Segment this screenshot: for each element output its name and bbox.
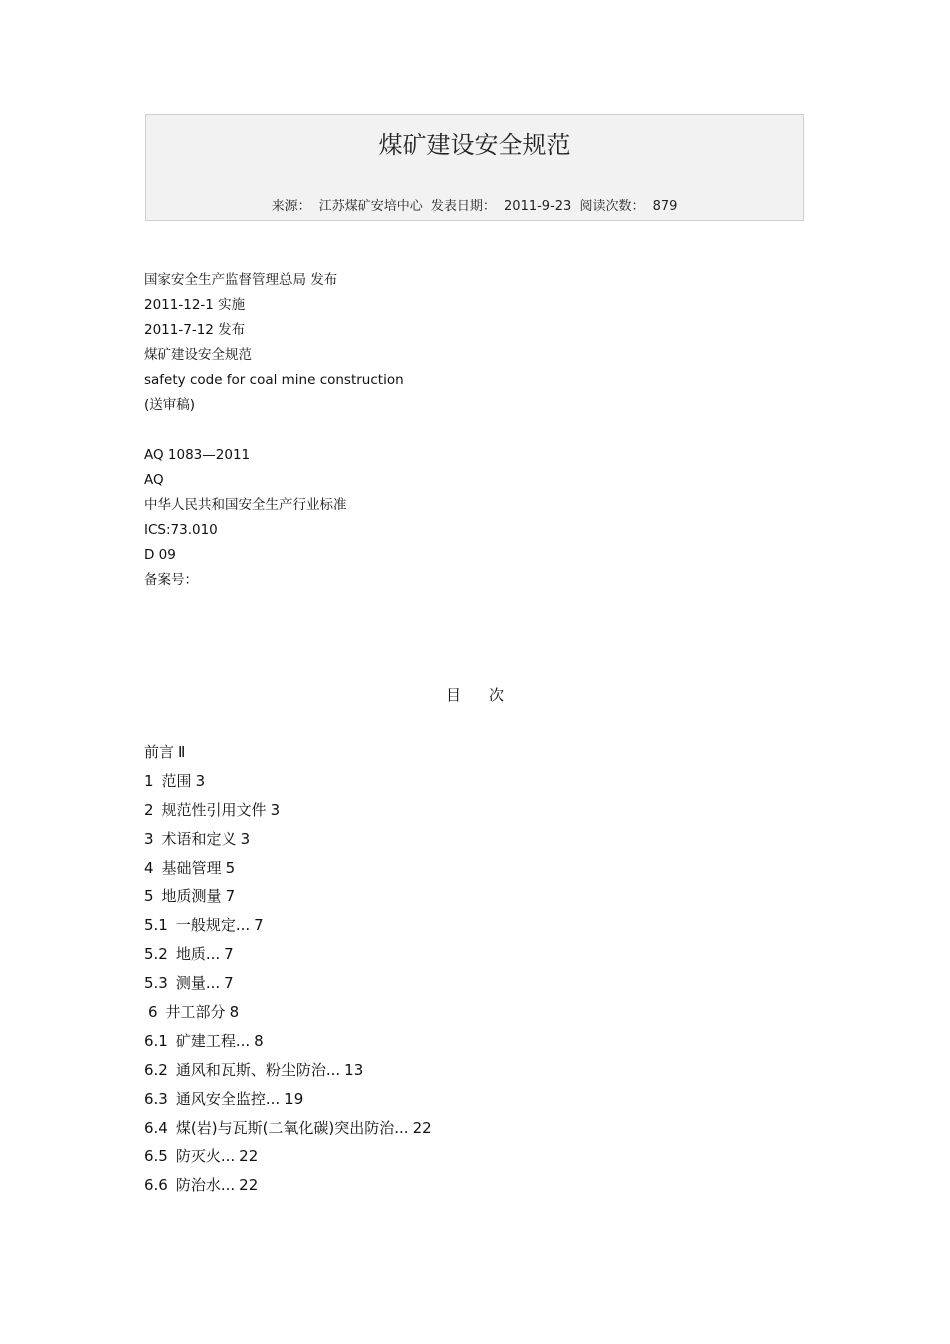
toc-item[interactable]	[144, 770, 432, 799]
toc-item-page: 22	[239, 1176, 259, 1195]
toc-item-number: 6	[148, 1003, 158, 1022]
toc-item[interactable]	[144, 1174, 432, 1203]
info-line: (送审稿)	[144, 397, 196, 413]
toc-item-page: 7	[224, 945, 234, 964]
toc-item-page: 5	[225, 858, 236, 877]
toc-item-number: 6.1	[144, 1031, 168, 1050]
date-label: 发表日期：	[430, 199, 496, 214]
toc-item[interactable]	[144, 885, 432, 914]
toc-item-title: 一般规定...	[175, 916, 251, 935]
toc-item[interactable]	[144, 1030, 432, 1059]
toc-item-page: 7	[225, 887, 236, 906]
toc-item-number: 3	[144, 829, 154, 848]
toc-item-title: 通风和瓦斯、粉尘防治...	[175, 1060, 341, 1079]
toc-item-title: 范围	[161, 771, 192, 790]
toc-item-title: 井工部分	[165, 1003, 226, 1022]
toc-item-title: 防治水...	[175, 1176, 236, 1195]
table-of-contents	[144, 741, 432, 1203]
toc-item[interactable]	[144, 799, 432, 828]
toc-item-number: 5.2	[144, 945, 168, 964]
toc-item[interactable]	[144, 857, 432, 886]
toc-item[interactable]	[144, 914, 432, 943]
toc-item-number: 6.5	[144, 1147, 168, 1166]
toc-item-number: 5.3	[144, 974, 168, 993]
toc-item-page: 7	[254, 916, 264, 935]
toc-item[interactable]	[144, 741, 432, 770]
info-line: AQ 1083—2011	[144, 447, 251, 463]
toc-item[interactable]	[144, 943, 432, 972]
toc-item-title: 前言	[144, 743, 175, 761]
article-meta	[146, 195, 803, 214]
toc-item[interactable]	[144, 1117, 432, 1146]
toc-item-number: 6.6	[144, 1176, 168, 1195]
toc-item-title: 测量...	[175, 974, 221, 993]
date-value: 2011-9-23	[504, 199, 572, 214]
toc-item-title: 地质...	[175, 945, 221, 964]
toc-heading: 目次	[445, 686, 532, 704]
toc-item-title: 通风安全监控...	[175, 1089, 281, 1108]
views-label: 阅读次数：	[579, 199, 645, 214]
info-line: 备案号：	[144, 572, 198, 588]
toc-item[interactable]	[144, 828, 432, 857]
views-value: 879	[652, 199, 678, 214]
toc-item-number: 6.3	[144, 1089, 168, 1108]
toc-item[interactable]	[144, 1059, 432, 1088]
toc-item-number: 1	[144, 771, 154, 790]
toc-item-page: 22	[412, 1118, 432, 1137]
source-value: 江苏煤矿安培中心	[318, 199, 423, 214]
toc-item-page: 8	[229, 1003, 240, 1022]
info-line: 中华人民共和国安全生产行业标准	[144, 497, 347, 513]
toc-item-title: 矿建工程...	[175, 1031, 251, 1050]
info-line: ICS:73.010	[144, 522, 218, 538]
toc-item-page: 8	[254, 1031, 264, 1050]
info-line: AQ	[144, 472, 164, 488]
article-header	[145, 114, 804, 221]
toc-item-number: 2	[144, 800, 154, 819]
info-spacer	[144, 420, 404, 445]
info-line: D 09	[144, 547, 176, 563]
info-line: 2011-12-1 实施	[144, 297, 246, 313]
info-line: safety code for coal mine construction	[144, 372, 404, 388]
info-line: 2011-7-12 发布	[144, 322, 246, 338]
toc-item-title: 基础管理	[161, 858, 222, 877]
toc-item-number: 5.1	[144, 916, 168, 935]
toc-item-page: 22	[239, 1147, 259, 1166]
info-line: 煤矿建设安全规范	[144, 347, 252, 363]
toc-item[interactable]	[144, 1088, 432, 1117]
toc-item-number: 6.4	[144, 1118, 168, 1137]
toc-item-page: 7	[224, 974, 234, 993]
toc-item-title: 防灭火...	[175, 1147, 236, 1166]
toc-item-page: Ⅱ	[178, 743, 186, 761]
source-label: 来源：	[271, 199, 311, 214]
toc-item-page: 19	[284, 1089, 304, 1108]
toc-item-page: 3	[240, 829, 251, 848]
toc-item[interactable]	[144, 972, 432, 1001]
toc-item-page: 13	[344, 1060, 364, 1079]
toc-item-title: 术语和定义	[161, 829, 237, 848]
toc-item[interactable]	[144, 1145, 432, 1174]
toc-item-page: 3	[195, 771, 206, 790]
toc-item-number: 4	[144, 858, 154, 877]
toc-item-number: 5	[144, 887, 154, 906]
document-info	[144, 270, 404, 595]
toc-item[interactable]	[144, 1001, 432, 1030]
toc-item-page: 3	[270, 800, 281, 819]
page-title: 煤矿建设安全规范	[378, 131, 571, 159]
info-line: 国家安全生产监督管理总局 发布	[144, 272, 338, 288]
toc-item-title: 煤(岩)与瓦斯(二氧化碳)突出防治...	[175, 1118, 409, 1137]
toc-item-title: 规范性引用文件	[161, 800, 267, 819]
toc-item-title: 地质测量	[161, 887, 222, 906]
toc-item-number: 6.2	[144, 1060, 168, 1079]
